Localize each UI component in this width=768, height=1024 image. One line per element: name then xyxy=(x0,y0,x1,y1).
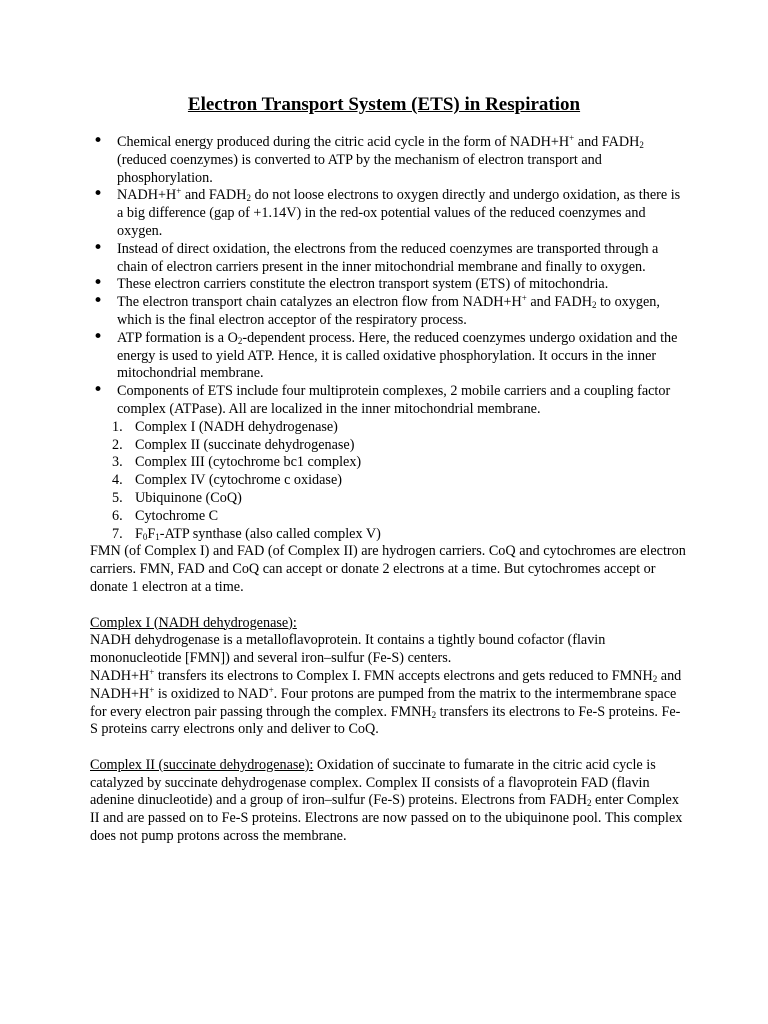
complex1-paragraph-2: NADH+H+ transfers its electrons to Complex I. FMN accepts electrons and gets reduced to $FMNH_2$ and NADH+H+ is oxidized to NAD+. Four protons are pumped from the matrix to the intermembrane space for every electron pair passing through the complex. $FMNH_2$ transfers its electrons to Fe-S proteins. Fe-S proteins carry electrons only and deliver to CoQ. xyxy=(90,666,682,738)
list-item: 4. Complex IV (cytochrome c oxidase) xyxy=(112,472,342,489)
bullet-item: • Components of ETS include four multiprotein complexes, 2 mobile carriers and a coupling factor complex (ATPase). All are localized in the inner mitochondrial membrane. xyxy=(90,383,686,419)
bullet-list xyxy=(90,134,686,419)
bullet-item: • NADH+H+ and $FADH_2$ do not loose electrons to oxygen directly and undergo oxidation, as there is a big difference (gap of +1.14V) in the red-ox potential values of the reduced coenzymes and oxygen. xyxy=(90,187,686,240)
complex-list xyxy=(90,419,686,544)
list-item: 6. Cytochrome C xyxy=(112,507,219,524)
bullet-item: • Instead of direct oxidation, the electrons from the reduced coenzymes are transported through a chain of electron carriers present in the inner mitochondrial membrane and finally to oxygen. xyxy=(90,241,686,277)
list-item: 3. Complex III (cytochrome bc1 complex) xyxy=(112,454,362,471)
list-item: 2. Complex II (succinate dehydrogenase) xyxy=(112,436,355,453)
document-title: Electron Transport System (ETS) in Respiration xyxy=(187,94,581,115)
bullet-item: • These electron carriers constitute the electron transport system (ETS) of mitochondria. xyxy=(90,276,686,294)
complex2-paragraph: Complex II (succinate dehydrogenase): Oxidation of succinate to fumarate in the citric acid cycle is catalyzed by succinate dehydrogenase complex. Complex II consists of a flavoprotein FAD (flavin adenine dinucleotide) and a group of iron–sulfur (Fe-S) proteins. Electrons from $FADH_2$ enter Complex II and are passed on to Fe-S proteins. Electrons are now passed on to the ubiquinone pool. This complex does not pump protons across the membrane. xyxy=(90,756,683,845)
list-item: 7. $F_0F_1$-ATP synthase (also called complex V) xyxy=(112,525,381,542)
complex1-paragraph-1: NADH dehydrogenase is a metalloflavoprotein. It contains a tightly bound cofactor (flavin mononucleotide [FMN]) and several iron–sulfur (Fe-S) centers. xyxy=(90,632,606,667)
document-body xyxy=(90,134,686,846)
complex2-heading: Complex II (succinate dehydrogenase): xyxy=(90,756,314,773)
bullet-item: • The electron transport chain catalyzes an electron flow from NADH+H+ and $FADH_2$ to oxygen, which is the final electron acceptor of the respiratory process. xyxy=(90,294,686,330)
list-item: 1. Complex I (NADH dehydrogenase) xyxy=(112,418,338,435)
list-item: 5. Ubiquinone (CoQ) xyxy=(112,489,242,506)
carriers-paragraph: FMN (of Complex I) and FAD (of Complex II) are hydrogen carriers. CoQ and cytochromes are electron carriers. FMN, FAD and CoQ can accept or donate 2 electrons at a time. But cytochromes accept or donate 1 electron at a time. xyxy=(90,543,686,595)
complex1-heading: Complex I (NADH dehydrogenase): xyxy=(90,614,297,631)
bullet-item: • Chemical energy produced during the citric acid cycle in the form of NADH+H+ and $FADH_2$ (reduced coenzymes) is converted to ATP by the mechanism of electron transport and phosphorylation. xyxy=(90,134,686,187)
bullet-item: • ATP formation is a $O_2$-dependent process. Here, the reduced coenzymes undergo oxidation and the energy is used to yield ATP. Hence, it is called oxidative phosphorylation. It occurs in the inner mitochondrial membrane. xyxy=(90,330,686,383)
